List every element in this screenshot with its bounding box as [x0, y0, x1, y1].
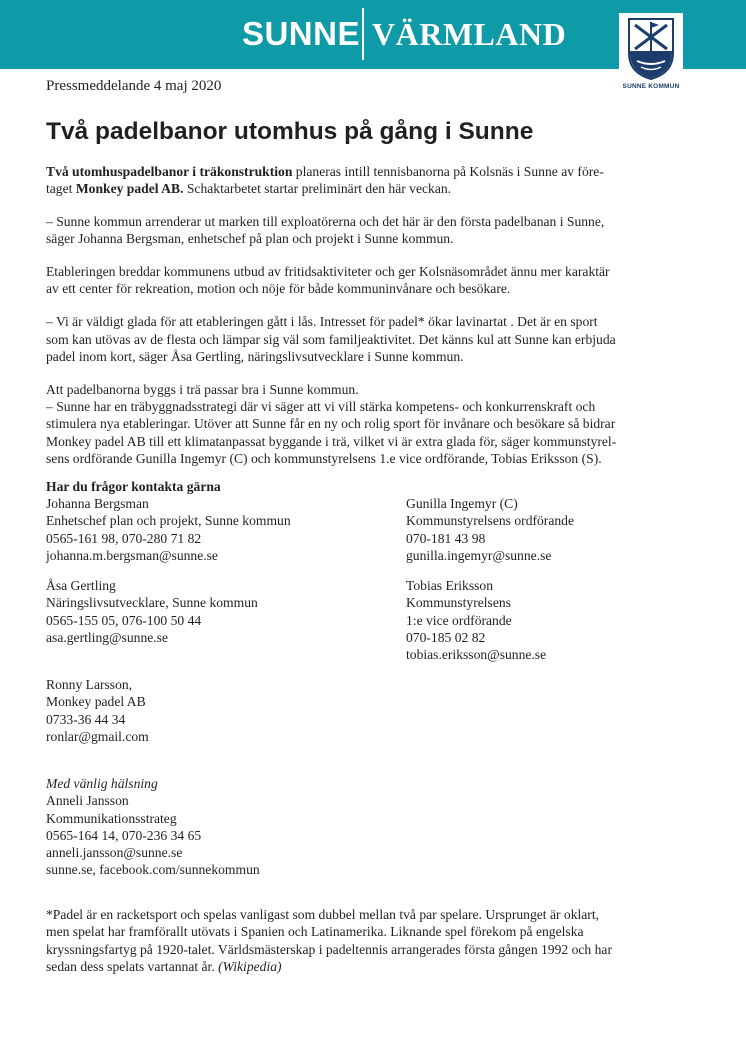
contact-phone: 0565-161 98, 070-280 71 82	[46, 530, 202, 546]
paragraph-5	[46, 381, 702, 467]
signoff	[46, 775, 260, 879]
p3-line: av ett center för rekreation, motion och nöje för både kommuninvånare och besökare.	[46, 281, 511, 297]
brand-separator	[362, 8, 364, 60]
article-body	[46, 163, 702, 483]
contact-title: Enhetschef plan och projekt, Sunne kommun	[46, 513, 291, 529]
p2-line: – Sunne kommun arrenderar ut marken till exploatörerna och det här är den första padelbanan i Sunne,	[46, 214, 605, 230]
intro-bold-2: Monkey padel AB.	[75, 181, 184, 197]
logo-caption: SUNNE KOMMUN	[622, 83, 680, 90]
intro-line-2-pre: taget	[46, 181, 76, 197]
p5-line: – Sunne har en träbyggnadsstrategi där vi säger att vi vill stärka kompetens- och konkurrenskraft och	[46, 398, 596, 414]
brand-varmland: VÄRMLAND	[372, 16, 567, 52]
contact-email[interactable]: johanna.m.bergsman@sunne.se	[46, 547, 218, 563]
contact-company: Monkey padel AB	[46, 694, 146, 710]
footnote	[46, 906, 706, 975]
brand-sunne: SUNNE	[241, 15, 360, 52]
contact-title: Kommunstyrelsens ordförande	[406, 513, 574, 529]
footnote-source: (Wikipedia)	[218, 958, 282, 974]
contact-name: Åsa Gertling	[46, 578, 116, 593]
contact-phone: 0733-36 44 34	[46, 711, 126, 727]
contact-title: Kommunstyrelsens	[406, 595, 511, 611]
intro-line-2: Schaktarbetet startar preliminärt den här veckan.	[183, 181, 452, 197]
contact-email[interactable]: gunilla.ingemyr@sunne.se	[406, 547, 552, 563]
contact-asa	[46, 577, 258, 646]
footnote-line: kryssningsfartyg på 1920-talet. Världsmästerskap i padeltennis arrangerades första gången 1992 och har	[46, 941, 612, 957]
paragraph-3	[46, 263, 702, 298]
municipality-logo	[619, 13, 683, 95]
intro-line-1: planeras intill tennisbanorna på Kolsnäs i Sunne av före-	[292, 164, 604, 179]
contact-title: Näringslivsutvecklare, Sunne kommun	[46, 595, 258, 611]
contact-name: Ronny Larsson,	[46, 677, 133, 692]
p5-line: sens ordförande Gunilla Ingemyr (C) och kommunstyrelsens 1.e vice ordförande, Tobias Eriksson (S).	[46, 450, 602, 466]
p5-line: stimulera nya etableringar. Utöver att Sunne får en ny och rolig sport för invånare och besökare så bidrar	[46, 416, 616, 432]
contact-name: Tobias Eriksson	[406, 578, 494, 593]
signoff-email[interactable]: anneli.jansson@sunne.se	[46, 845, 183, 861]
contact-gunilla	[406, 495, 574, 564]
p4-line: som kan utövas av de flesta och lämpar sig väl som familjeaktivitet. Det känns kul att Sunne kan erbjuda	[46, 331, 616, 347]
paragraph-4	[46, 313, 702, 365]
signoff-name: Anneli Jansson	[46, 793, 129, 809]
footnote-line: sedan dess spelats vartannat år.	[46, 958, 219, 974]
contact-title-2: 1:e vice ordförande	[406, 612, 512, 628]
contact-ronny	[46, 676, 149, 745]
contact-tobias	[406, 577, 546, 663]
p5-line: Monkey padel AB till ett klimatanpassat byggande i trä, vilket vi är extra glada för, säger kommunstyrel-	[46, 433, 617, 449]
contact-name: Gunilla Ingemyr (C)	[406, 496, 518, 511]
contact-email[interactable]: tobias.eriksson@sunne.se	[406, 647, 547, 663]
footnote-line: men spelat har framförallt utövats i Spanien och Latinamerika. Liknande spel förekom på engelska	[46, 924, 584, 940]
p3-line: Etableringen breddar kommunens utbud av fritidsaktiviteter och ger Kolsnäsområdet ännu mer karaktär	[46, 264, 610, 280]
contact-name: Johanna Bergsman	[46, 496, 149, 511]
signoff-web[interactable]: sunne.se, facebook.com/sunnekommun	[46, 862, 260, 878]
press-release-date: Pressmeddelande 4 maj 2020	[46, 78, 222, 94]
contact-email[interactable]: ronlar@gmail.com	[46, 728, 149, 744]
signoff-greeting: Med vänlig hälsning	[46, 776, 158, 791]
contacts-heading: Har du frågor kontakta gärna	[46, 479, 221, 494]
coat-of-arms-icon	[627, 17, 675, 81]
headline: Två padelbanor utomhus på gång i Sunne	[46, 118, 534, 145]
signoff-title: Kommunikationsstrateg	[46, 810, 177, 826]
p5-line: Att padelbanorna byggs i trä passar bra i Sunne kommun.	[46, 381, 359, 397]
contact-phone: 070-181 43 98	[406, 530, 486, 546]
paragraph-intro	[46, 163, 702, 198]
paragraph-2	[46, 213, 702, 248]
p4-line: padel inom kort, säger Åsa Gertling, näringslivsutvecklare i Sunne kommun.	[46, 348, 464, 364]
contact-johanna	[46, 495, 291, 564]
p2-line: säger Johanna Bergsman, enhetschef på plan och projekt i Sunne kommun.	[46, 231, 454, 247]
contact-email[interactable]: asa.gertling@sunne.se	[46, 629, 168, 645]
contact-phone: 0565-155 05, 076-100 50 44	[46, 612, 202, 628]
footnote-line: *Padel är en racketsport och spelas vanligast som dubbel mellan två par spelare. Ursprunget är oklart,	[46, 907, 600, 922]
signoff-phone: 0565-164 14, 070-236 34 65	[46, 827, 202, 843]
p4-line: – Vi är väldigt glada för att etableringen gått i lås. Intresset för padel* ökar lavinartat . Det är en sport	[46, 314, 598, 330]
intro-bold-1: Två utomhuspadelbanor i träkonstruktion	[46, 164, 293, 179]
contact-phone: 070-185 02 82	[406, 629, 486, 645]
